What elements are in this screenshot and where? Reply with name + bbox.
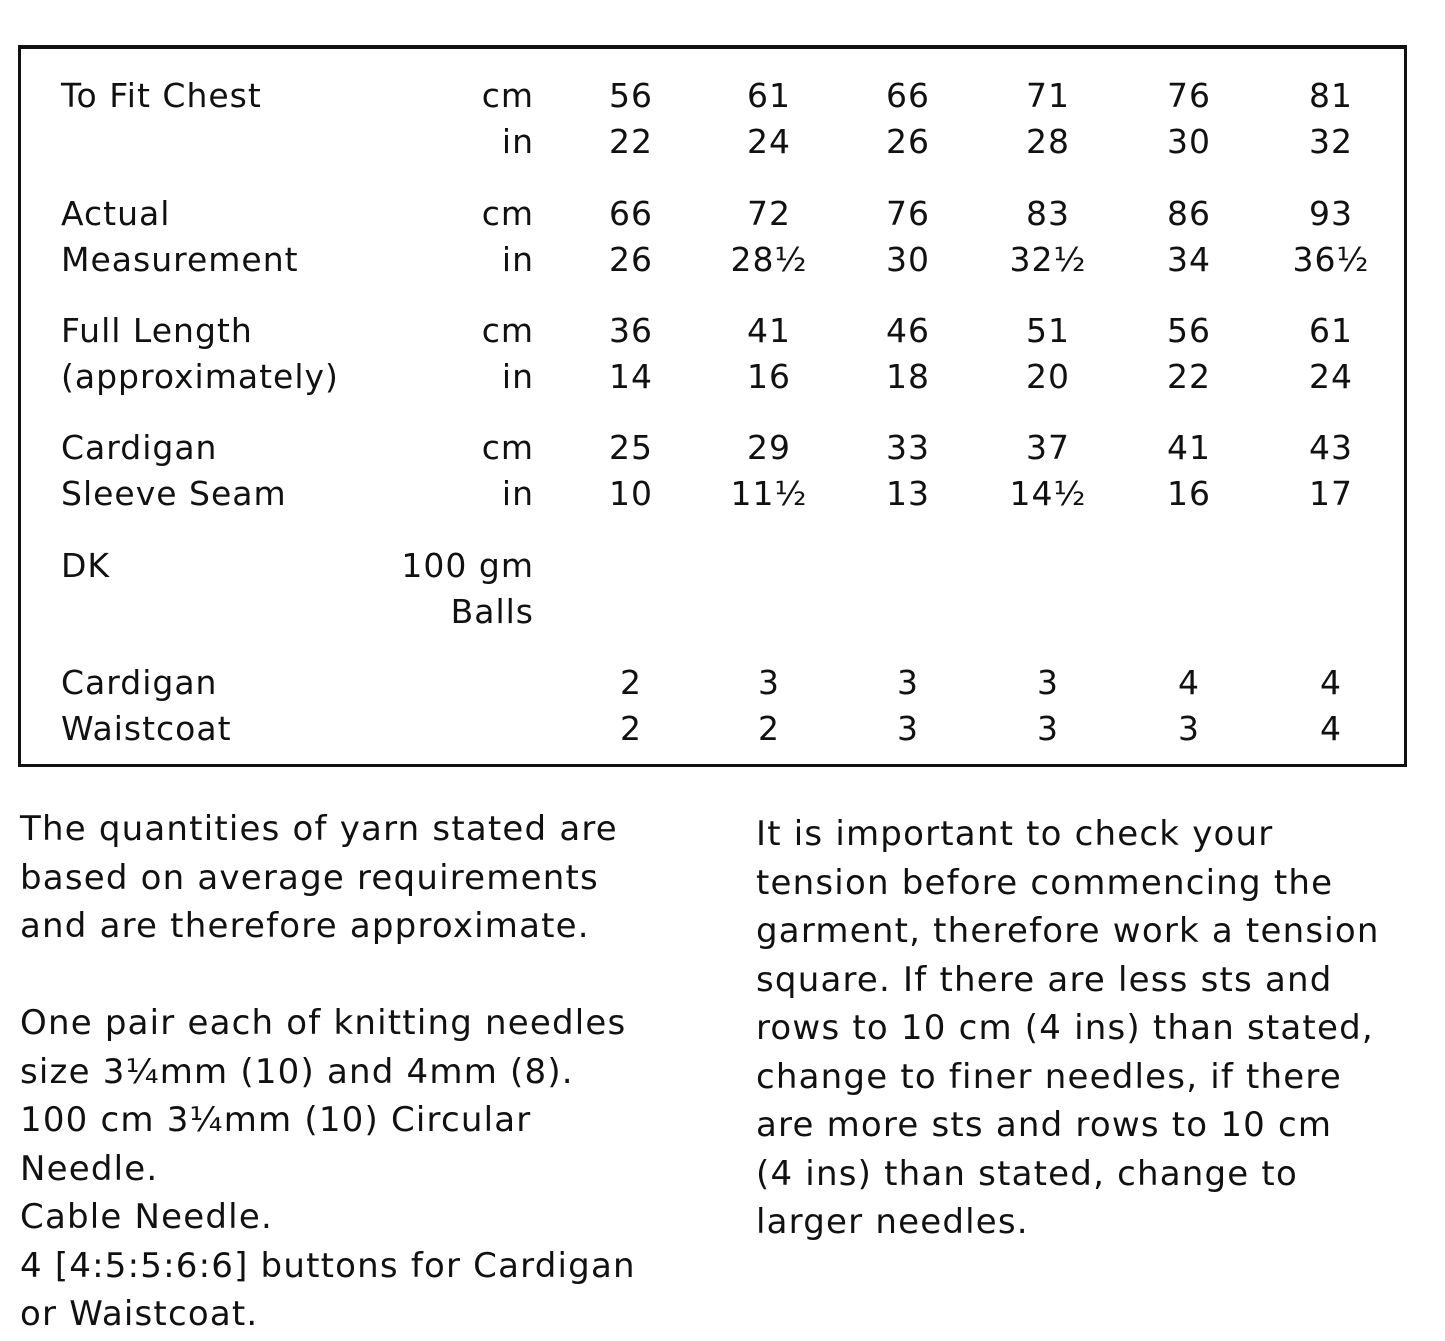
size-value: 25: [609, 428, 653, 467]
size-value: 32: [1309, 122, 1353, 161]
size-value: 20: [1026, 357, 1070, 396]
unit-label: in: [501, 122, 534, 161]
size-value: 24: [747, 122, 791, 161]
size-value: 28½: [730, 240, 808, 279]
size-value: 51: [1026, 311, 1070, 350]
size-value: 3: [897, 663, 919, 702]
note-line: It is important to check your: [756, 814, 1274, 854]
size-value: 30: [1167, 122, 1211, 161]
unit-label: Balls: [450, 592, 534, 631]
size-value: 22: [1167, 357, 1211, 396]
row-label-waistcoat: Waistcoat: [61, 709, 232, 748]
size-value: 71: [1026, 76, 1070, 115]
note-line: larger needles.: [756, 1202, 1029, 1242]
size-value: 2: [620, 709, 642, 748]
row-label-actual: Actual: [61, 194, 171, 233]
size-value: 30: [886, 240, 930, 279]
size-value: 86: [1167, 194, 1211, 233]
note-line: 100 cm 3¼mm (10) Circular: [20, 1100, 532, 1140]
size-value: 76: [886, 194, 930, 233]
size-value: 26: [609, 240, 653, 279]
size-value: 76: [1167, 76, 1211, 115]
size-value: 2: [758, 709, 780, 748]
size-value: 14½: [1009, 474, 1087, 513]
size-value: 24: [1309, 357, 1353, 396]
note-line: based on average requirements: [20, 857, 599, 898]
size-value: 83: [1026, 194, 1070, 233]
row-label-to-fit-chest: To Fit Chest: [61, 76, 262, 115]
size-value: 17: [1309, 474, 1353, 513]
note-line: (4 ins) than stated, change to: [756, 1153, 1298, 1194]
size-value: 41: [747, 311, 791, 350]
size-value: 41: [1167, 428, 1211, 467]
row-label-sleeve-seam: Sleeve Seam: [61, 474, 287, 513]
size-value: 46: [886, 311, 930, 350]
size-value: 33: [886, 428, 930, 467]
note-line: or Waistcoat.: [20, 1294, 259, 1334]
size-value: 3: [758, 663, 780, 702]
unit-label: cm: [481, 76, 534, 115]
size-value: 43: [1309, 428, 1353, 467]
note-line: tension before commencing the: [756, 862, 1334, 903]
size-value: 36: [609, 311, 653, 350]
unit-label: cm: [481, 311, 534, 350]
size-value: 29: [747, 428, 791, 467]
row-label-measurement: Measurement: [61, 240, 299, 279]
unit-label: cm: [481, 194, 534, 233]
note-line: size 3¼mm (10) and 4mm (8).: [20, 1051, 574, 1092]
size-value: 61: [1309, 311, 1353, 350]
unit-label: in: [501, 240, 534, 279]
size-value: 56: [609, 76, 653, 115]
note-line: 4 [4:5:5:6:6] buttons for Cardigan: [20, 1245, 636, 1286]
unit-label: in: [501, 474, 534, 513]
size-value: 32½: [1009, 240, 1087, 279]
row-label-cardigan: Cardigan: [61, 663, 218, 702]
note-line: rows to 10 cm (4 ins) than stated,: [756, 1008, 1374, 1048]
size-value: 37: [1026, 428, 1070, 467]
unit-label: 100 gm: [401, 546, 534, 585]
size-value: 72: [747, 194, 791, 233]
size-value: 66: [886, 76, 930, 115]
size-value: 4: [1178, 663, 1200, 702]
yarn-and-needles-notes: [20, 805, 720, 1339]
size-value: 61: [747, 76, 791, 115]
size-value: 34: [1167, 240, 1211, 279]
size-value: 16: [747, 357, 791, 396]
size-value: 4: [1320, 709, 1342, 748]
size-table: [18, 45, 1407, 767]
note-line: One pair each of knitting needles: [20, 1003, 627, 1043]
tension-notes: [756, 810, 1436, 1247]
size-value: 16: [1167, 474, 1211, 513]
unit-label: in: [501, 357, 534, 396]
size-value: 56: [1167, 311, 1211, 350]
size-value: 36½: [1292, 240, 1370, 279]
note-line: Needle.: [20, 1148, 159, 1189]
note-line: square. If there are less sts and: [756, 959, 1333, 1000]
size-value: 3: [897, 709, 919, 748]
note-line: are more sts and rows to 10 cm: [756, 1105, 1333, 1145]
size-value: 81: [1309, 76, 1353, 115]
note-line: change to finer needles, if there: [756, 1056, 1342, 1097]
size-value: 18: [886, 357, 930, 396]
row-label-full-length: Full Length: [61, 311, 253, 350]
note-line: garment, therefore work a tension: [756, 911, 1380, 951]
size-value: 10: [609, 474, 653, 513]
note-line: [20, 951, 720, 1000]
size-value: 3: [1037, 709, 1059, 748]
size-value: 93: [1309, 194, 1353, 233]
size-value: 4: [1320, 663, 1342, 702]
size-value: 3: [1037, 663, 1059, 702]
note-line: Cable Needle.: [20, 1197, 273, 1237]
row-label-cardigan: Cardigan: [61, 428, 218, 467]
note-line: The quantities of yarn stated are: [20, 809, 618, 849]
size-value: 2: [620, 663, 642, 702]
row-label-dk: DK: [61, 546, 111, 585]
size-value: 13: [886, 474, 930, 513]
size-value: 14: [609, 357, 653, 396]
size-value: 3: [1178, 709, 1200, 748]
size-value: 11½: [730, 474, 808, 513]
unit-label: cm: [481, 428, 534, 467]
size-value: 66: [609, 194, 653, 233]
size-value: 22: [609, 122, 653, 161]
size-value: 28: [1026, 122, 1070, 161]
size-value: 26: [886, 122, 930, 161]
row-label-approximately: (approximately): [61, 357, 339, 396]
note-line: and are therefore approximate.: [20, 906, 590, 946]
